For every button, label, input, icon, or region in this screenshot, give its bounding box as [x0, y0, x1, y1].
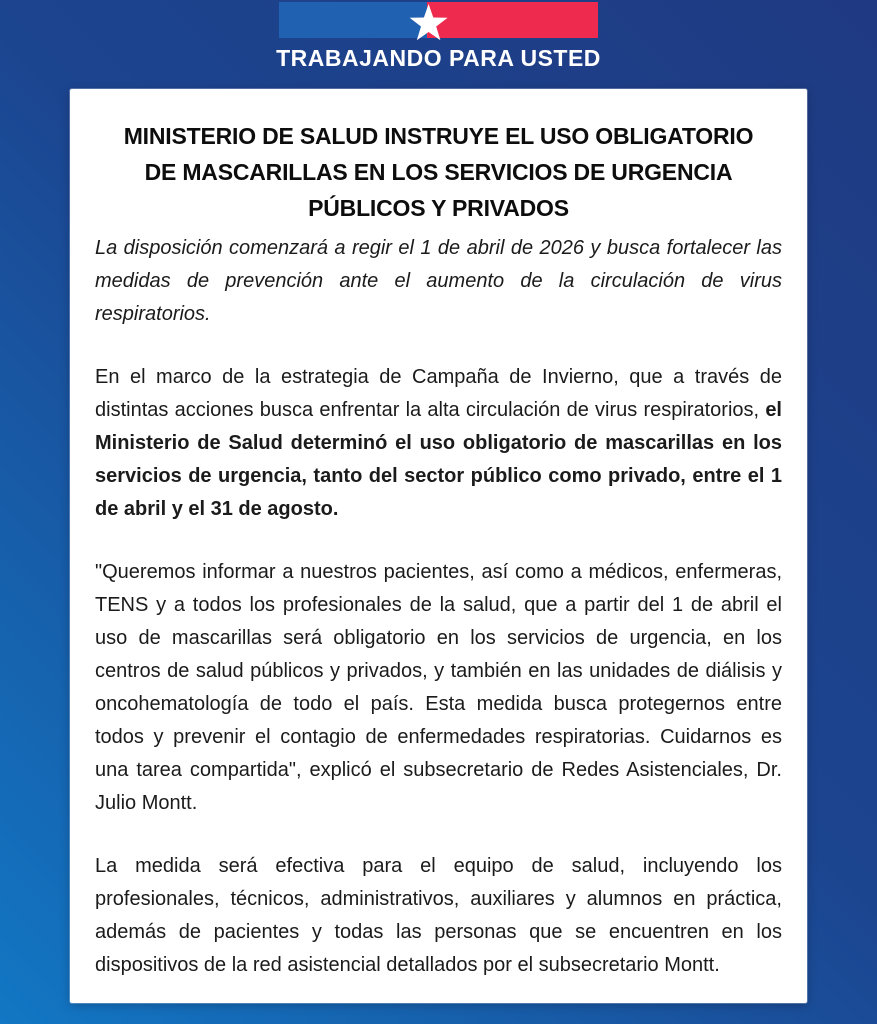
flag-red-field: [427, 2, 598, 38]
paragraph-1-normal-text: En el marco de la estrategia de Campaña de Invierno, que a través de distintas acciones busca enfrentar la alta circulación de virus respiratorios,: [95, 366, 782, 421]
title-line-3: PÚBLICOS Y PRIVADOS: [308, 195, 569, 221]
announcement-card: [70, 89, 807, 1003]
page-title: [95, 118, 782, 226]
government-banner: [0, 0, 877, 72]
flag-blue-field: [279, 2, 428, 38]
article-paragraph-3: La medida será efectiva para el equipo de salud, incluyendo los profesionales, técnicos, administrativos, auxiliares y alumnos en práctica, además de pacientes y todas las personas que se encuentren en los dispositivos de la red asistencial detallados por el subsecretario Montt.: [95, 855, 782, 976]
slogan-word-bold: TRABAJANDO: [276, 45, 443, 71]
slogan-word-rest: PARA USTED: [448, 45, 601, 71]
lead-paragraph: La disposición comenzará a regir el 1 de abril de 2026 y busca fortalecer las medidas de prevención ante el aumento de la circulación de virus respiratorios.: [95, 237, 782, 325]
chile-flag-logo: [279, 2, 599, 38]
slogan-text: [0, 45, 877, 72]
paragraph-1-bold-text: el Ministerio de Salud determinó el uso obligatorio de mascarillas en los servicios de urgencia, tanto del sector público como privado, entre el 1 de abril y el 31 de agosto.: [95, 399, 782, 520]
title-line-1: MINISTERIO DE SALUD INSTRUYE EL USO OBLIGATORIO: [123, 123, 754, 149]
star-icon: [408, 2, 448, 42]
article-paragraph-1: [95, 361, 782, 526]
article-paragraph-2: "Queremos informar a nuestros pacientes, así como a médicos, enfermeras, TENS y a todos los profesionales de la salud, que a partir del 1 de abril el uso de mascarillas será obligatorio en los servicios de urgencia, en los centros de salud públicos y privados, y también en las unidades de diálisis y oncohematología de todo el país. Esta medida busca protegernos entre todos y prevenir el contagio de enfermedades respiratorias. Cuidarnos es una tarea compartida", explicó el subsecretario de Redes Asistenciales, Dr. Julio Montt.: [95, 561, 782, 814]
title-line-2: DE MASCARILLAS EN LOS SERVICIOS DE URGENCIA: [144, 159, 733, 185]
